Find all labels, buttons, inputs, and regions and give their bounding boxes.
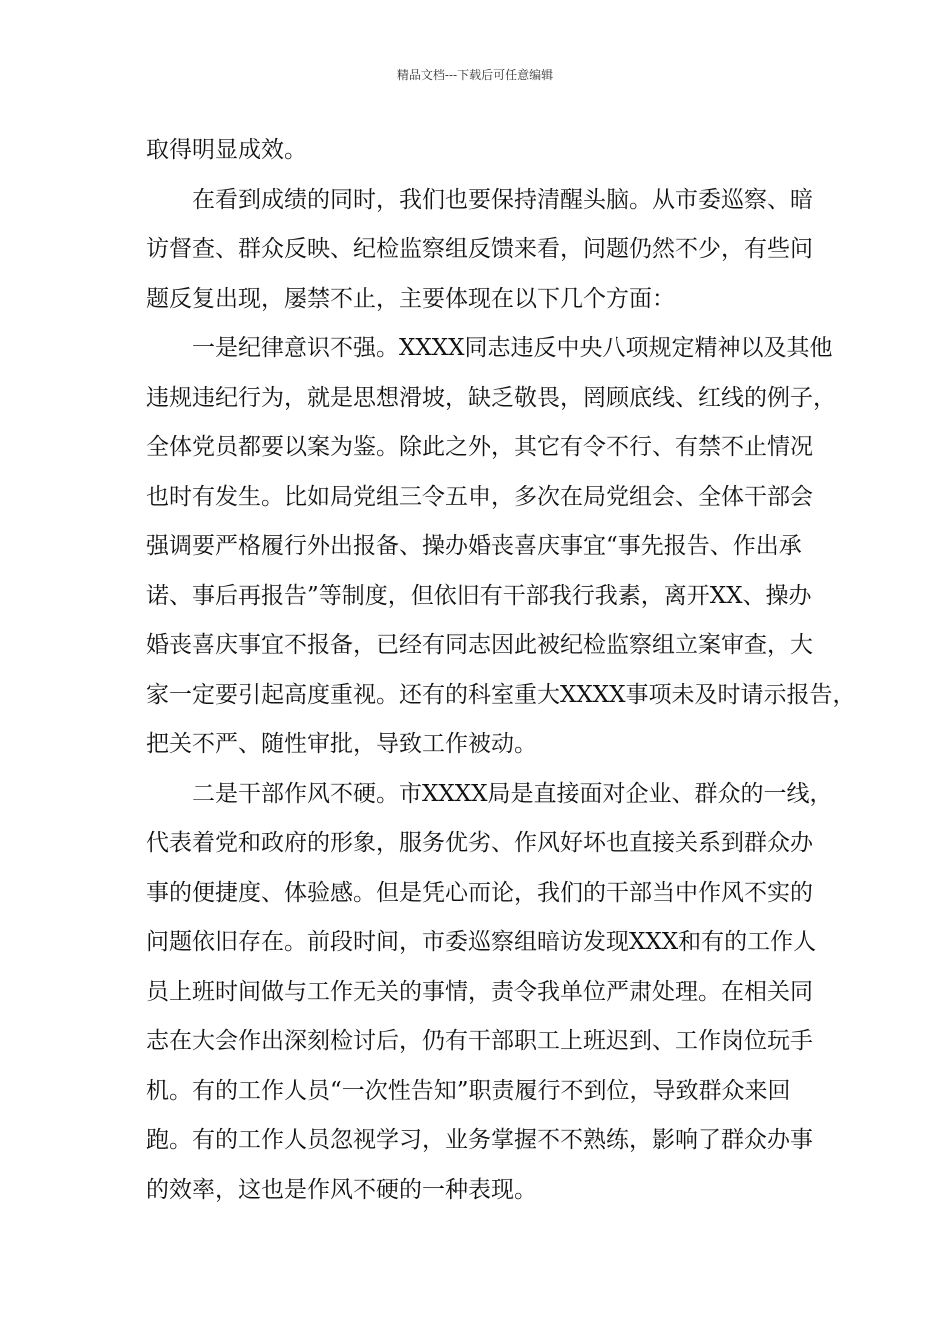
- text-line: 违规违纪行为，就是思想滑坡，缺乏敬畏，罔顾底线、红线的例子，: [146, 384, 836, 411]
- text-line: 事的便捷度、体验感。但是凭心而论，我们的干部当中作风不实的: [146, 879, 813, 906]
- text-line: 员上班时间做与工作无关的事情，责令我单位严肃处理。在相关同: [146, 978, 813, 1005]
- page-header: 精品文档---下载后可任意编辑: [396, 68, 554, 82]
- text-line: 代表着党和政府的形象，服务优劣、作风好坏也直接关系到群众办: [146, 830, 813, 856]
- text-line: 把关不严、随性审批，导致工作被动。: [146, 731, 537, 757]
- text-line: 志在大会作出深刻检讨后，仍有干部职工上班迟到、工作岗位玩手: [146, 1028, 813, 1054]
- text-line: 取得明显成效。: [146, 137, 307, 163]
- text-line: 也时有发生。比如局党组三令五申，多次在局党组会、全体干部会: [146, 483, 813, 510]
- text-line: 全体党员都要以案为鉴。除此之外，其它有令不行、有禁不止情况: [146, 434, 813, 460]
- document-body: [146, 126, 856, 1215]
- paragraph-first-line: 在看到成绩的同时，我们也要保持清醒头脑。从市委巡察、暗: [192, 186, 813, 213]
- text-line: 机。有的工作人员“一次性告知”职责履行不到位，导致群众来回: [146, 1077, 791, 1104]
- text-line: 强调要严格履行外出报备、操办婚丧喜庆事宜“事先报告、作出承: [146, 533, 802, 559]
- text-line: 跑。有的工作人员忽视学习，业务掌握不不熟练，影响了群众办事: [146, 1127, 813, 1153]
- text-line: 题反复出现，屡禁不止，主要体现在以下几个方面：: [146, 285, 675, 312]
- text-line: 访督查、群众反映、纪检监察组反馈来看，问题仍然不少，有些问: [146, 236, 813, 262]
- text-line: 的效率，这也是作风不硬的一种表现。: [146, 1176, 537, 1203]
- text-line: 婚丧喜庆事宜不报备，已经有同志因此被纪检监察组立案审查，大: [146, 632, 813, 658]
- text-line: 家一定要引起高度重视。还有的科室重大XXXX事项未及时请示报告，: [146, 681, 856, 708]
- paragraph-first-line: 二是干部作风不硬。市XXXX局是直接面对企业、群众的一线，: [192, 780, 833, 807]
- text-line: 诺、事后再报告”等制度，但依旧有干部我行我素，离开XX、操办: [146, 582, 812, 609]
- text-line: 问题依旧存在。前段时间，市委巡察组暗访发现XXX和有的工作人: [146, 929, 817, 955]
- paragraph-first-line: 一是纪律意识不强。XXXX同志违反中央八项规定精神以及其他: [192, 335, 833, 361]
